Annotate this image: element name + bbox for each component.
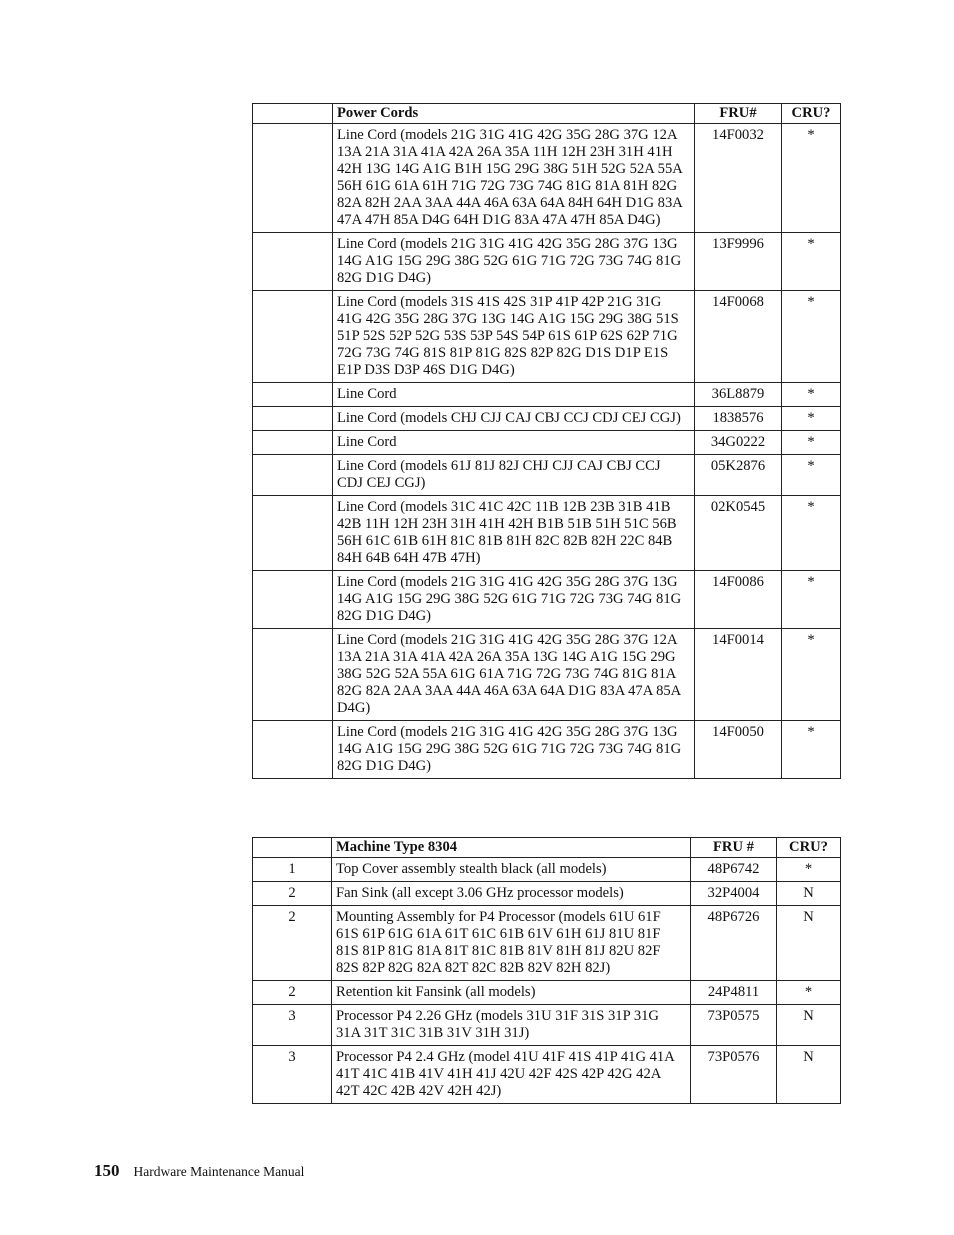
table-row (253, 383, 841, 407)
cell-description: Line Cord (models 21G 31G 41G 42G 35G 28G 37G 12A 13A 21A 31A 41A 42A 26A 35A 13G 14G A1G 15G 29G 38G 52G 52A 55A 61G 61A 71G 72G 73G 74G 81G 81A 82G 82A 2AA 3AA 44A 46A 63A 64A D1G 83A 47A 85A D4G) (333, 629, 695, 721)
header-description: Machine Type 8304 (332, 838, 691, 858)
table-row (253, 629, 841, 721)
header-cru: CRU? (782, 104, 841, 124)
table-row (253, 882, 841, 906)
table-row (253, 981, 841, 1005)
cell-fru: 36L8879 (695, 383, 782, 407)
table-row (253, 906, 841, 981)
header-fru: FRU # (691, 838, 777, 858)
table-row (253, 496, 841, 571)
table-row (253, 291, 841, 383)
cell-index (253, 496, 333, 571)
cell-fru: 14F0032 (695, 124, 782, 233)
cell-fru: 73P0575 (691, 1005, 777, 1046)
table-row (253, 431, 841, 455)
cell-cru: * (782, 571, 841, 629)
cell-fru: 14F0068 (695, 291, 782, 383)
cell-fru: 48P6726 (691, 906, 777, 981)
cell-cru: N (777, 882, 841, 906)
cell-index (253, 124, 333, 233)
cell-fru: 14F0050 (695, 721, 782, 779)
cell-cru: * (782, 124, 841, 233)
table-row (253, 1005, 841, 1046)
table-row (253, 407, 841, 431)
table-header-row (253, 838, 841, 858)
header-index (253, 838, 332, 858)
cell-description: Line Cord (models CHJ CJJ CAJ CBJ CCJ CDJ CEJ CGJ) (333, 407, 695, 431)
cell-description: Line Cord (models 31C 41C 42C 11B 12B 23B 31B 41B 42B 11H 12H 23H 31H 41H 42H B1B 51B 51H 51C 56B 56H 61C 61B 61H 81C 81B 81H 82C 82B 82H 22C 84B 84H 64B 64H 47B 47H) (333, 496, 695, 571)
cell-description: Top Cover assembly stealth black (all models) (332, 858, 691, 882)
header-index (253, 104, 333, 124)
cell-index: 2 (253, 882, 332, 906)
machine-type-table (252, 837, 841, 1104)
table-row (253, 455, 841, 496)
cell-cru: * (777, 981, 841, 1005)
cell-description: Mounting Assembly for P4 Processor (models 61U 61F 61S 61P 61G 61A 61T 61C 61B 61V 61H 61J 81U 81F 81S 81P 81G 81A 81T 81C 81B 81V 81H 81J 82U 82F 82S 82P 82G 82A 82T 82C 82B 82V 82H 82J) (332, 906, 691, 981)
cell-cru: * (782, 383, 841, 407)
table-row (253, 233, 841, 291)
cell-cru: * (782, 455, 841, 496)
cell-index (253, 721, 333, 779)
cell-index (253, 233, 333, 291)
cell-cru: * (782, 407, 841, 431)
cell-index (253, 431, 333, 455)
header-cru: CRU? (777, 838, 841, 858)
power-cords-table (252, 103, 841, 779)
cell-fru: 48P6742 (691, 858, 777, 882)
cell-index (253, 291, 333, 383)
cell-fru: 34G0222 (695, 431, 782, 455)
cell-fru: 32P4004 (691, 882, 777, 906)
cell-index: 3 (253, 1005, 332, 1046)
cell-index (253, 455, 333, 496)
page-footer (94, 1161, 304, 1181)
cell-cru: * (777, 858, 841, 882)
cell-description: Retention kit Fansink (all models) (332, 981, 691, 1005)
cell-fru: 14F0014 (695, 629, 782, 721)
cell-fru: 05K2876 (695, 455, 782, 496)
cell-fru: 1838576 (695, 407, 782, 431)
cell-cru: * (782, 629, 841, 721)
cell-cru: N (777, 1005, 841, 1046)
cell-index: 2 (253, 906, 332, 981)
cell-fru: 13F9996 (695, 233, 782, 291)
cell-index: 1 (253, 858, 332, 882)
cell-index (253, 383, 333, 407)
manual-title: Hardware Maintenance Manual (133, 1164, 305, 1179)
cell-description: Fan Sink (all except 3.06 GHz processor models) (332, 882, 691, 906)
cell-fru: 73P0576 (691, 1046, 777, 1104)
table-header-row (253, 104, 841, 124)
cell-cru: * (782, 721, 841, 779)
table-row (253, 1046, 841, 1104)
cell-index (253, 629, 333, 721)
cell-description: Processor P4 2.4 GHz (model 41U 41F 41S 41P 41G 41A 41T 41C 41B 41V 41H 41J 42U 42F 42S 42P 42G 42A 42T 42C 42B 42V 42H 42J) (332, 1046, 691, 1104)
table-row (253, 571, 841, 629)
header-description: Power Cords (333, 104, 695, 124)
table-row (253, 858, 841, 882)
header-fru: FRU# (695, 104, 782, 124)
cell-description: Processor P4 2.26 GHz (models 31U 31F 31S 31P 31G 31A 31T 31C 31B 31V 31H 31J) (332, 1005, 691, 1046)
cell-fru: 24P4811 (691, 981, 777, 1005)
table-row (253, 721, 841, 779)
cell-description: Line Cord (models 21G 31G 41G 42G 35G 28G 37G 13G 14G A1G 15G 29G 38G 52G 61G 71G 72G 73G 74G 81G 82G D1G D4G) (333, 571, 695, 629)
cell-cru: * (782, 496, 841, 571)
cell-cru: N (777, 906, 841, 981)
cell-cru: * (782, 291, 841, 383)
cell-index (253, 407, 333, 431)
page-number: 150 (94, 1161, 120, 1180)
cell-description: Line Cord (models 61J 81J 82J CHJ CJJ CAJ CBJ CCJ CDJ CEJ CGJ) (333, 455, 695, 496)
cell-fru: 14F0086 (695, 571, 782, 629)
cell-description: Line Cord (333, 383, 695, 407)
cell-description: Line Cord (333, 431, 695, 455)
cell-cru: * (782, 233, 841, 291)
cell-index: 3 (253, 1046, 332, 1104)
cell-fru: 02K0545 (695, 496, 782, 571)
cell-description: Line Cord (models 21G 31G 41G 42G 35G 28G 37G 12A 13A 21A 31A 41A 42A 26A 35A 11H 12H 23H 31H 41H 42H 13G 14G A1G B1H 15G 29G 38G 51H 52G 52A 55A 56H 61G 61A 61H 71G 72G 73G 74G 81G 81A 81H 82G 82A 82H 2AA 3AA 44A 46A 63A 64A 84H 64H D1G 83A 47A 47H 85A D4G 64H D1G 83A 47A 47H 85A D4G) (333, 124, 695, 233)
cell-index (253, 571, 333, 629)
table-row (253, 124, 841, 233)
cell-cru: * (782, 431, 841, 455)
cell-description: Line Cord (models 21G 31G 41G 42G 35G 28G 37G 13G 14G A1G 15G 29G 38G 52G 61G 71G 72G 73G 74G 81G 82G D1G D4G) (333, 233, 695, 291)
cell-description: Line Cord (models 21G 31G 41G 42G 35G 28G 37G 13G 14G A1G 15G 29G 38G 52G 61G 71G 72G 73G 74G 81G 82G D1G D4G) (333, 721, 695, 779)
cell-description: Line Cord (models 31S 41S 42S 31P 41P 42P 21G 31G 41G 42G 35G 28G 37G 13G 14G A1G 15G 29G 38G 51S 51P 52S 52P 52G 53S 53P 54S 54P 61S 61P 62S 62P 71G 72G 73G 74G 81S 81P 81G 82S 82P 82G D1S D1P E1S E1P D3S D3P 46S D1G D4G) (333, 291, 695, 383)
cell-index: 2 (253, 981, 332, 1005)
cell-cru: N (777, 1046, 841, 1104)
